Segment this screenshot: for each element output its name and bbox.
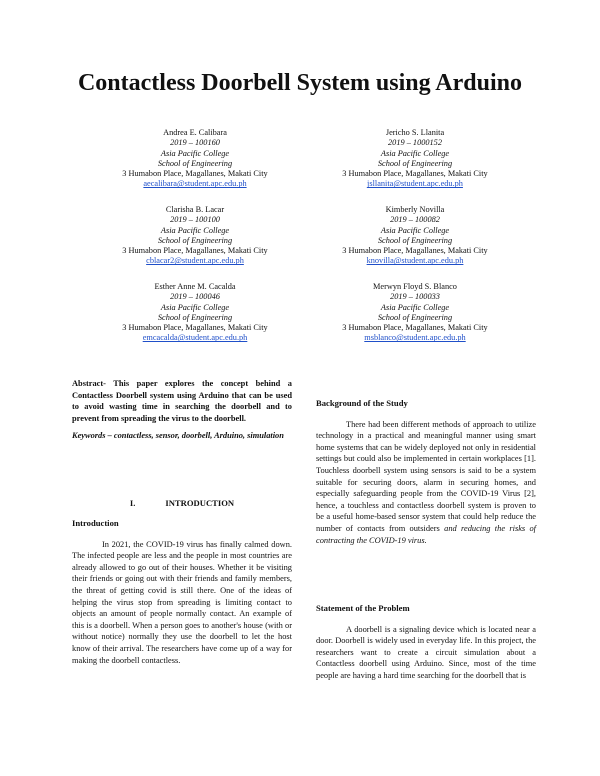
author-college: Asia Pacific College — [380, 148, 450, 158]
author-school: School of Engineering — [157, 158, 233, 168]
author-college: Asia Pacific College — [160, 225, 230, 235]
abstract: Abstract- This paper explores the concept behind a Contactless Doorbell system using Arduino that can be used to avoid wasting time in searching the doorbell and to prevent from spreading the virus to the doorbell. — [72, 379, 292, 423]
author-school: School of Engineering — [157, 235, 233, 245]
author-college: Asia Pacific College — [160, 302, 230, 312]
author-email-link[interactable]: cblacar2@student.apc.edu.ph — [146, 256, 244, 266]
background-text-italic: and reducing the risks of contracting the COVID-19 virus. — [316, 523, 537, 545]
background-section — [316, 398, 536, 546]
keywords: Keywords – contactless, sensor, doorbell, Arduino, simulation — [72, 431, 284, 441]
background-text-main: There had been different methods of approach to utilize technology in a practical and meaningful manner using smart home systems that can be widely deployed not only in residential settings but could also be implemented in certain workplaces [1]. Touchless doorbell system using sensors is said to be a system suitable for securing doors, alarm in securing homes, and especially safeguarding people from the COVID-19 Virus [2], hence, a touchless and contactless doorbell system is proven to be a useful home-based sensor system that could help reduce the number of contacts from outsiders — [316, 419, 536, 533]
paper-title: Contactless Doorbell System using Arduino — [77, 70, 523, 96]
author-college: Asia Pacific College — [380, 302, 450, 312]
author-block — [70, 282, 320, 344]
author-email-link[interactable]: jsllanita@student.apc.edu.ph — [367, 179, 463, 189]
author-email-link[interactable]: emcacalda@student.apc.edu.ph — [142, 333, 248, 343]
author-name: Clarisha B. Lacar — [165, 205, 225, 214]
left-column — [72, 378, 292, 442]
introduction-section — [72, 518, 292, 666]
author-id: 2019 – 100160 — [170, 138, 220, 148]
section-heading — [72, 498, 292, 510]
author-block — [290, 205, 540, 267]
author-block — [290, 282, 540, 344]
introduction-heading: Introduction — [72, 518, 119, 528]
author-name: Andrea E. Calibara — [163, 128, 227, 137]
section-title: INTRODUCTION — [165, 498, 235, 508]
author-address: 3 Humabon Place, Magallanes, Makati City — [342, 323, 488, 333]
author-email-link[interactable]: msblanco@student.apc.edu.ph — [364, 333, 466, 343]
author-id: 2019 – 100082 — [390, 215, 440, 225]
author-email-link[interactable]: knovilla@student.apc.edu.ph — [366, 256, 464, 266]
problem-section — [316, 603, 536, 682]
author-block — [290, 128, 540, 190]
author-block — [70, 128, 320, 190]
problem-heading: Statement of the Problem — [316, 603, 410, 613]
author-id: 2019 – 100100 — [170, 215, 220, 225]
author-name: Jericho S. Llanita — [385, 128, 445, 137]
introduction-text: In 2021, the COVID-19 virus has finally calmed down. The infected people are less and the people in most countries are already allowed to go out of their houses. Whether it be visiting their friends or going out with their friends and family members, the threat of getting covid is still there. One of the ideas of helping the virus stop from spreading is limiting contact to objects an amount of people normally contact. An example of this is a doorbell. When a person goes to another's house (with or without notice) normally they use the doorbell to let the host know of their arrival. The researchers have come up of a way for making the doorbell contactless. — [72, 539, 292, 665]
author-address: 3 Humabon Place, Magallanes, Makati City — [122, 246, 268, 256]
problem-text: A doorbell is a signaling device which is located near a door. Doorbell is widely used in everyday life. In this project, the researchers want to create a circuit simulation about a Contactless doorbell using Arduino. Since, most of the time people are having a hard time searching for the doorbell that is — [316, 624, 536, 680]
author-school: School of Engineering — [377, 312, 453, 322]
background-heading: Background of the Study — [316, 398, 408, 408]
author-name: Kimberly Novilla — [385, 205, 445, 214]
author-name: Merwyn Floyd S. Blanco — [373, 282, 457, 291]
author-id: 2019 – 100033 — [390, 292, 440, 302]
author-block — [70, 205, 320, 267]
author-college: Asia Pacific College — [160, 148, 230, 158]
author-school: School of Engineering — [377, 158, 453, 168]
author-school: School of Engineering — [157, 312, 233, 322]
section-number: I. — [129, 498, 136, 508]
author-address: 3 Humabon Place, Magallanes, Makati City — [342, 246, 488, 256]
author-college: Asia Pacific College — [380, 225, 450, 235]
author-id: 2019 – 100046 — [170, 292, 220, 302]
author-email-link[interactable]: aecalibara@student.apc.edu.ph — [143, 179, 247, 189]
author-address: 3 Humabon Place, Magallanes, Makati City — [122, 169, 268, 179]
author-name: Esther Anne M. Cacalda — [154, 282, 236, 291]
author-address: 3 Humabon Place, Magallanes, Makati City — [122, 323, 268, 333]
author-school: School of Engineering — [377, 235, 453, 245]
background-text — [316, 419, 536, 547]
author-address: 3 Humabon Place, Magallanes, Makati City — [342, 169, 488, 179]
author-id: 2019 – 1000152 — [388, 138, 442, 148]
